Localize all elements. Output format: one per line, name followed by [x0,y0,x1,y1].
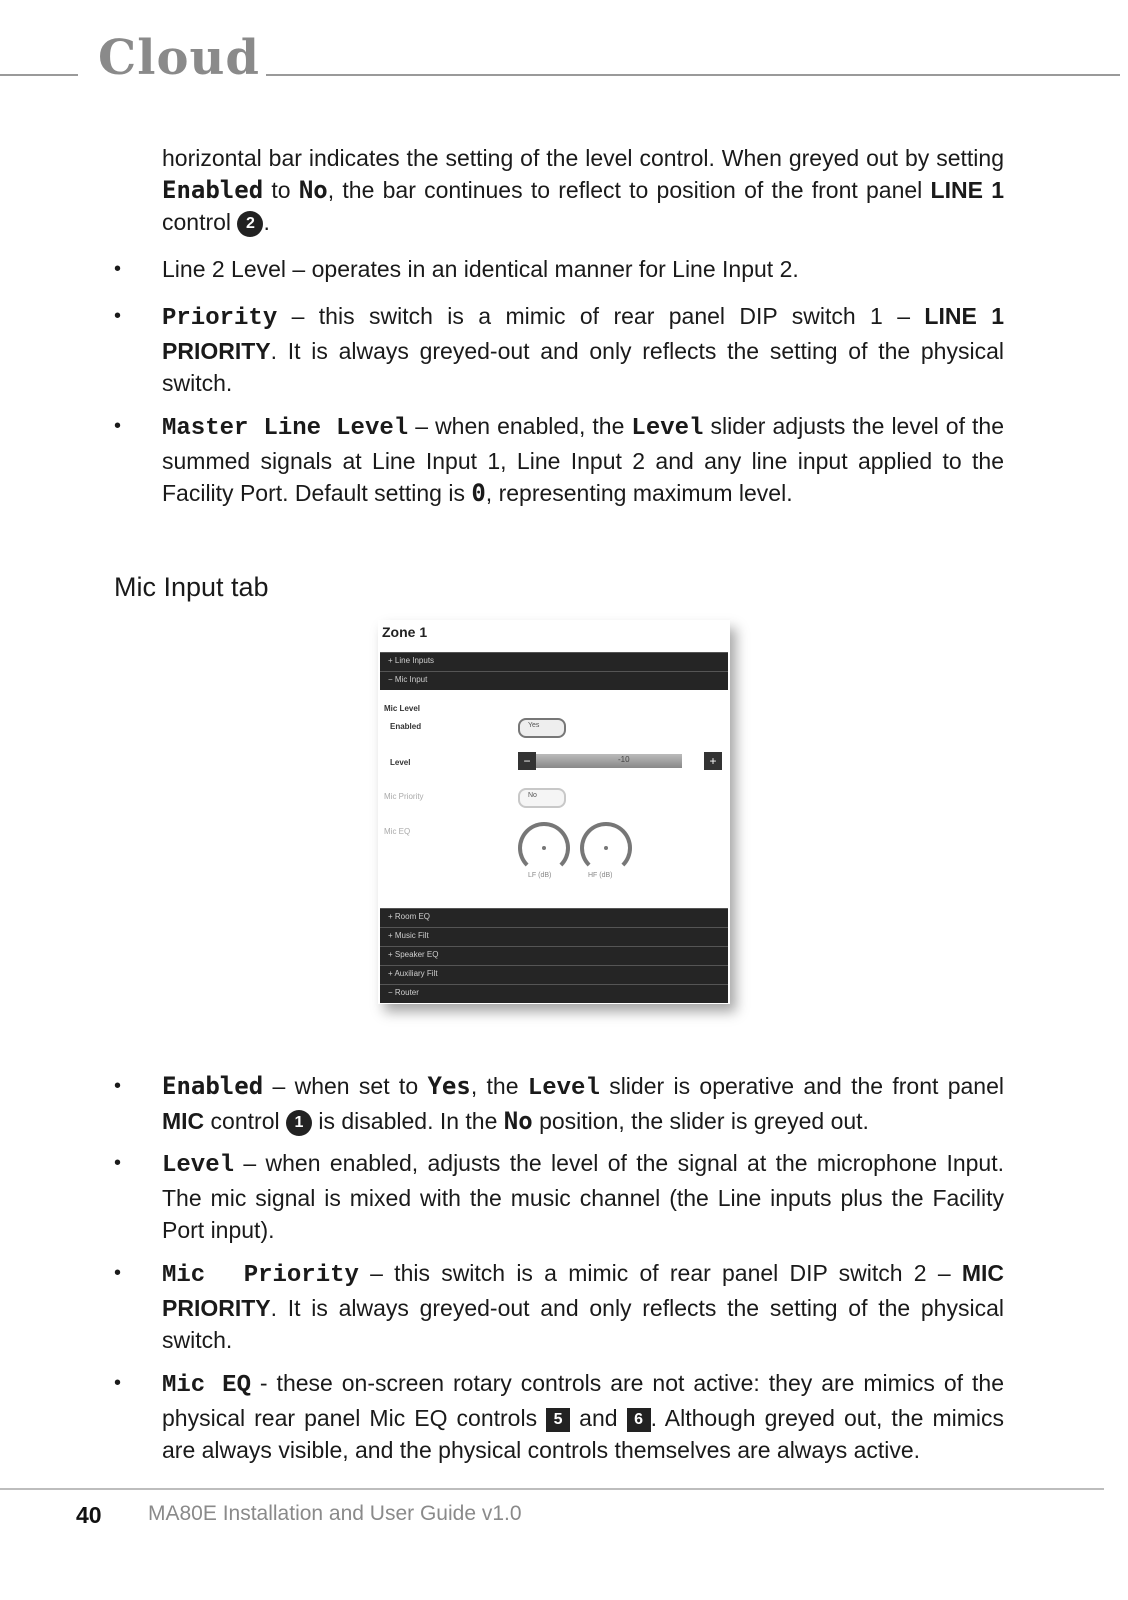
lf-label: LF (dB) [528,872,552,879]
bullet-mic-eq: Mic EQ - these on-screen rotary controls are not active: they are mimics of the physical rear panel Mic EQ controls 5 and 6 . Although greyed out, the mimics are always visible, and the physical controls themselves are always active. [162,1370,1004,1463]
accordion-bar: + Auxiliary Filt [380,965,728,984]
level-slider [518,754,682,768]
intro-paragraph: horizontal bar indicates the setting of the level control. When greyed out by setting Enabled to No, the bar continues to reflect to position of the front panel LINE 1 control 2 . [162,145,1004,235]
bullet: • [114,1372,122,1394]
accordion-bar: + Room EQ [380,908,728,927]
hf-label: HF (dB) [588,872,613,879]
bullet-priority: Priority – this switch is a mimic of rear panel DIP switch 1 – LINE 1 PRIORITY. It is always greyed-out and only reflects the setting of the physical switch. [162,303,1004,396]
mic-priority-toggle: No [518,788,566,808]
enabled-label: Enabled [390,722,422,731]
level-value: -10 [618,755,630,764]
zone-title: Zone 1 [382,624,428,640]
level-label: Level [390,758,411,767]
control-number-1: 1 [286,1110,312,1136]
mic-input-screenshot [378,620,730,1004]
bullet: • [114,415,122,437]
bullet: • [114,305,122,327]
accordion-bar: + Line Inputs [380,652,728,671]
section-title: Mic Input tab [114,572,269,602]
footer-rule [0,1488,1104,1490]
mic-priority-label: Mic Priority [384,792,424,801]
bullet-master-line-level: Master Line Level – when enabled, the Level slider adjusts the level of the summed signals at Line Input 1, Line Input 2 and any line input applied to the Facility Port. Default setting is 0, representing maximum level. [162,413,1005,507]
control-number-6: 6 [627,1408,651,1432]
bullet: • [114,1152,122,1174]
page-number: 40 [76,1502,102,1528]
accordion-bar: + Music Filt [380,927,728,946]
control-number-5: 5 [546,1408,570,1432]
bullet: • [114,1262,122,1284]
accordion-bar: + Speaker EQ [380,946,728,965]
knob-dot [604,846,608,850]
bullet: • [114,258,122,280]
accordion-bar: − Mic Input [380,671,728,690]
header-rule-left [0,74,78,76]
group-label: Mic Level [384,704,421,713]
enabled-toggle: Yes [518,718,566,738]
mic-eq-label: Mic EQ [384,827,411,836]
bullet: • [114,1075,122,1097]
knob-dot [542,846,546,850]
header-rule-right [266,74,1120,76]
minus-icon: − [518,752,536,770]
cloud-logo: Cloud [98,30,260,86]
bullet-line2-level: Line 2 Level – operates in an identical manner for Line Input 2. [162,256,799,282]
accordion-bar: − Router [380,984,728,1003]
plus-icon: + [704,752,722,770]
footer-title: MA80E Installation and User Guide v1.0 [148,1502,522,1525]
bullet-enabled: Enabled – when set to Yes, the Level slider is operative and the front panel MIC control 1 is disabled. In the No position, the slider is greyed out. [162,1072,1004,1135]
control-number-2: 2 [237,211,263,237]
bullet-mic-priority: Mic Priority – this switch is a mimic of rear panel DIP switch 2 – MIC PRIORITY. It is always greyed-out and only reflects the setting of the physical switch. [162,1260,1005,1353]
bullet-level: Level – when enabled, adjusts the level of the signal at the microphone Input. The mic signal is mixed with the music channel (the Line inputs plus the Facility Port input). [162,1150,1004,1243]
